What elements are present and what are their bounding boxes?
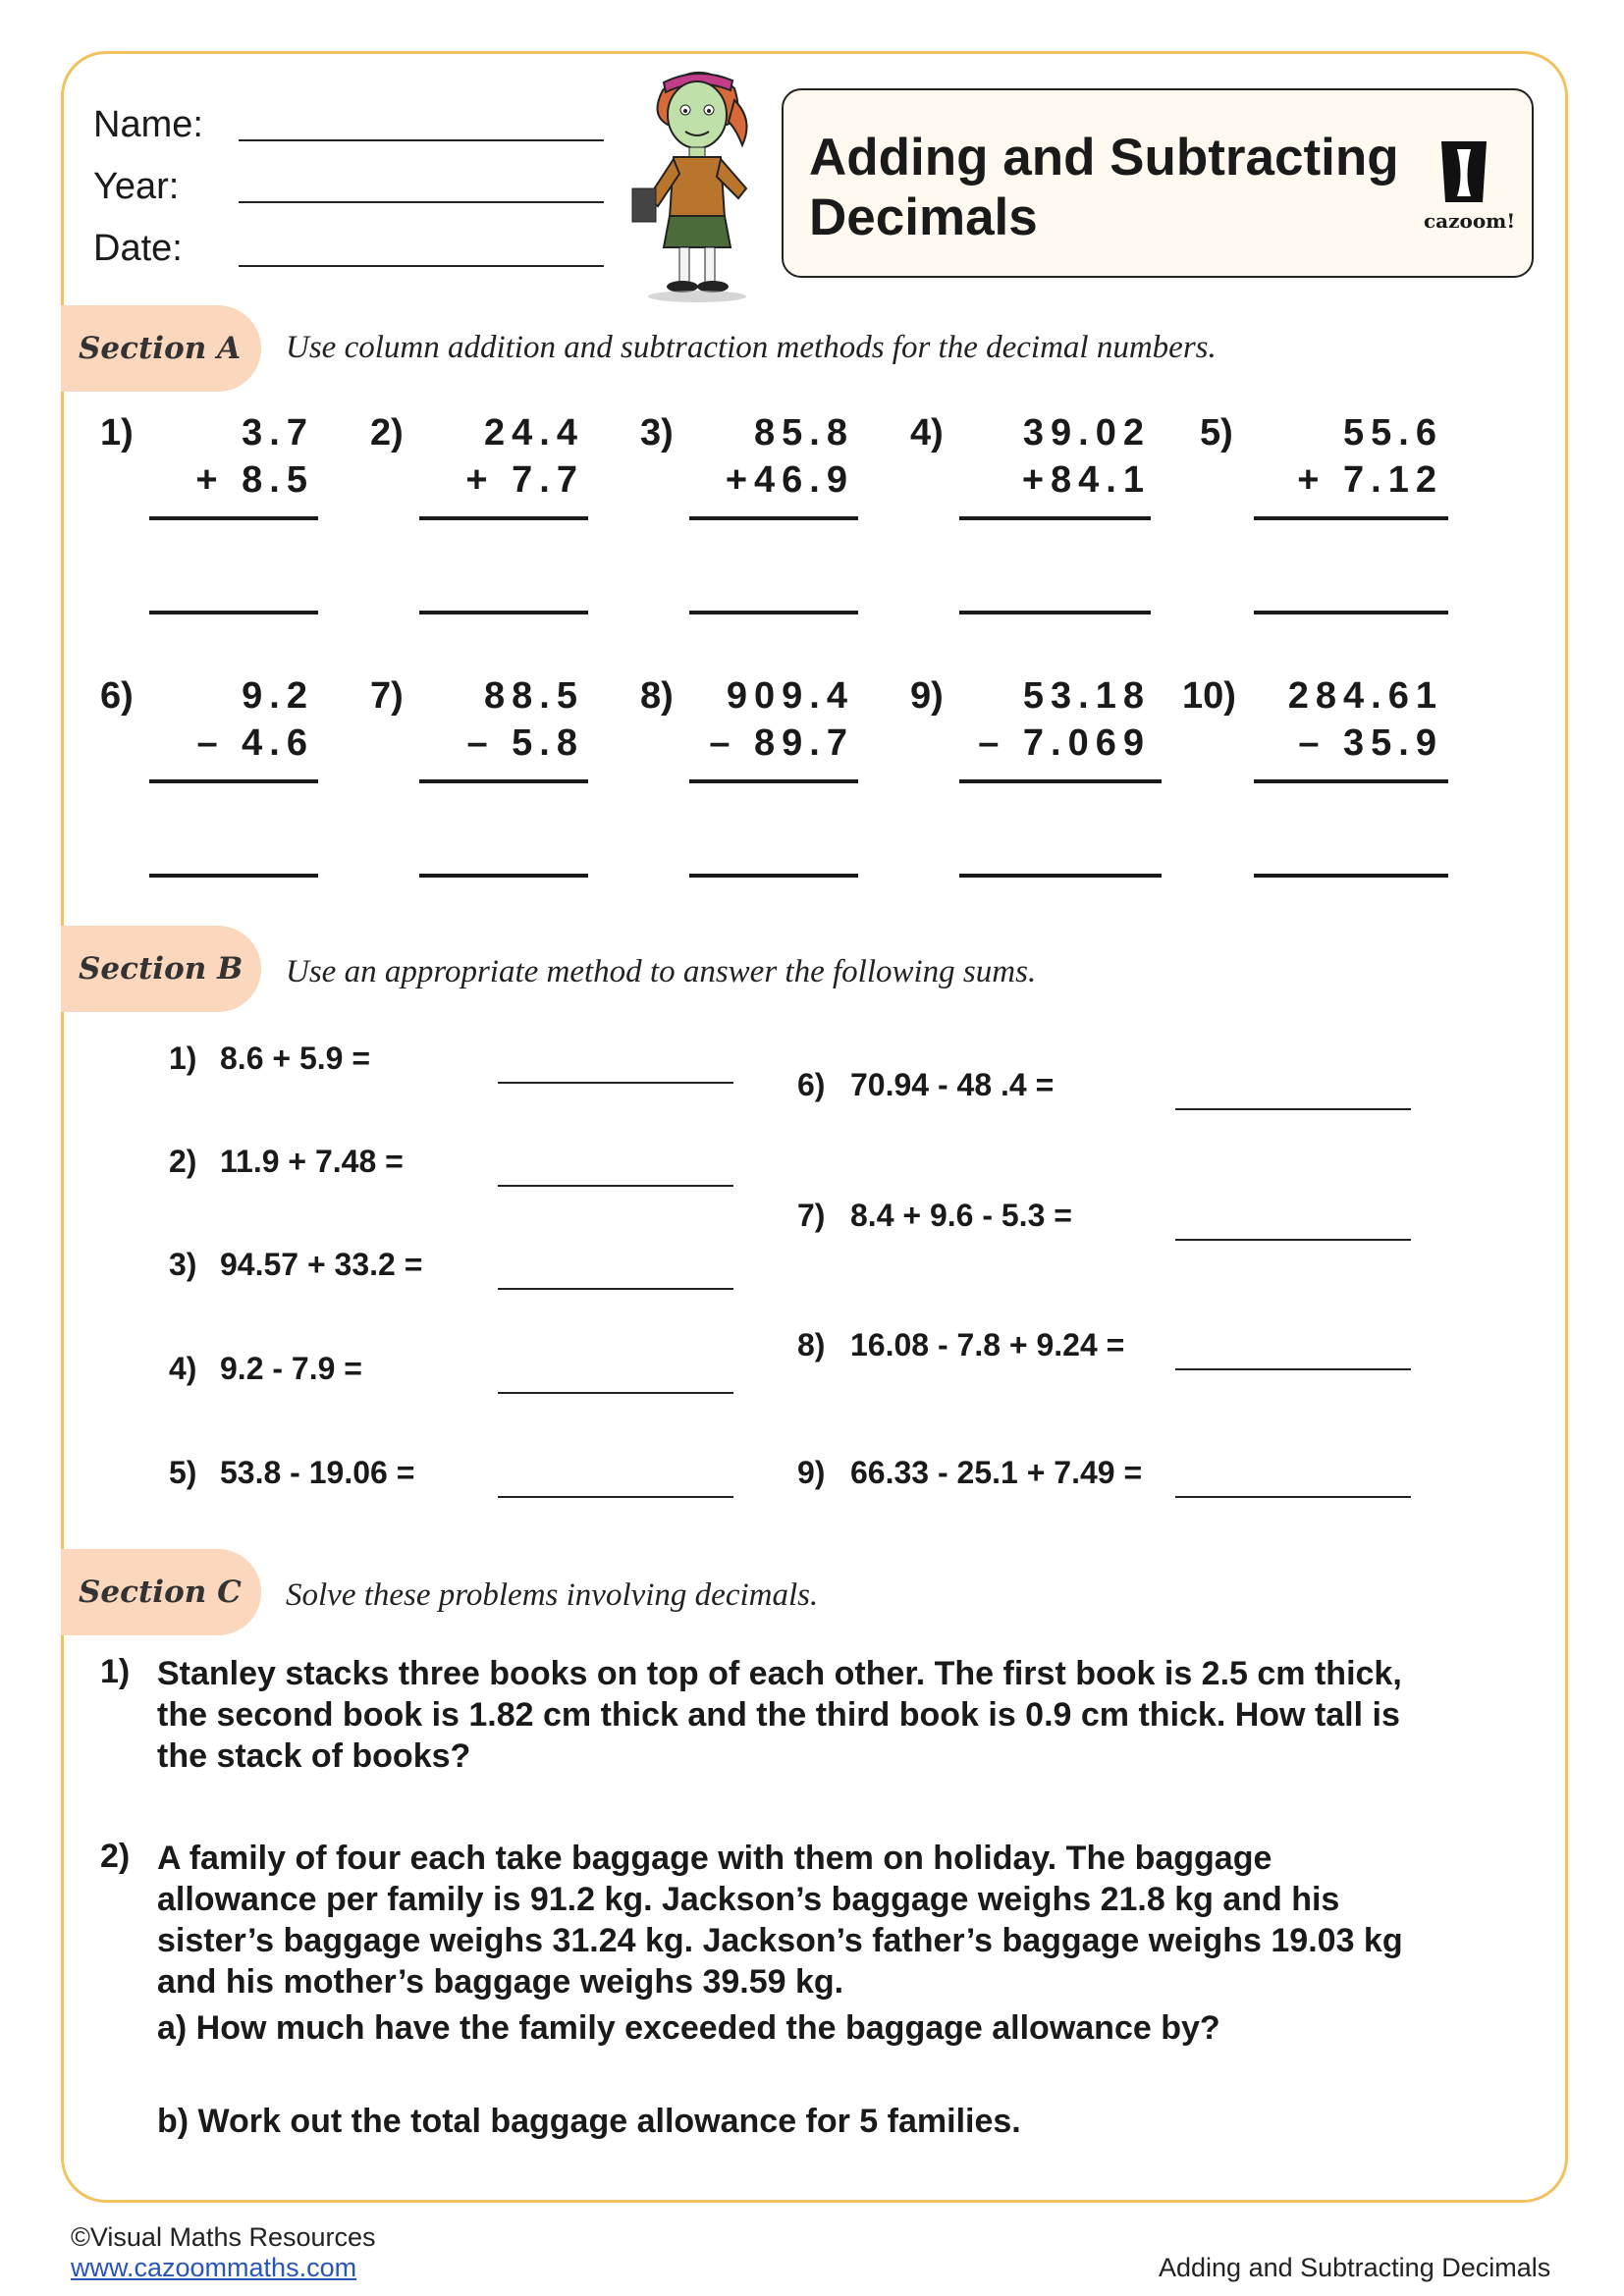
section-c-q2-text — [157, 1838, 1403, 2002]
sum-expression: 8.4 + 9.6 - 5.3 = — [850, 1198, 1072, 1233]
answer-line[interactable] — [149, 611, 318, 614]
title-box — [782, 88, 1534, 278]
name-line[interactable] — [239, 139, 604, 141]
sum-number: 9) — [797, 1455, 826, 1490]
section-a-label: Section A — [79, 331, 242, 366]
problem-bottom-number: – 5.8 — [466, 722, 584, 764]
problem-bottom-number: +84.1 — [1021, 459, 1151, 501]
sum-answer-line[interactable] — [1175, 1108, 1411, 1110]
section-b-instruction: Use an appropriate method to answer the following sums. — [286, 954, 1037, 989]
sum-number: 1) — [169, 1041, 197, 1076]
problem-rule-line — [1254, 516, 1448, 520]
problem-top-number: 909.4 — [726, 675, 854, 717]
worksheet-title — [809, 128, 1399, 247]
sum-number: 4) — [169, 1351, 197, 1386]
answer-line[interactable] — [959, 874, 1162, 878]
answer-line[interactable] — [959, 611, 1151, 614]
sum-answer-line[interactable] — [498, 1392, 733, 1394]
date-line[interactable] — [239, 265, 604, 267]
problem-rule-line — [419, 516, 588, 520]
problem-number: 8) — [640, 675, 674, 717]
problem-number: 9) — [910, 675, 944, 717]
answer-line[interactable] — [419, 874, 588, 878]
q2-line: A family of four each take baggage with them on holiday. The baggage — [157, 1840, 1272, 1877]
problem-top-number: 53.18 — [1022, 675, 1151, 717]
cazoom-logo-text: cazoom! — [1424, 209, 1516, 233]
sum-answer-line[interactable] — [498, 1185, 733, 1187]
sum-expression: 11.9 + 7.48 = — [220, 1144, 404, 1179]
problem-rule-line — [959, 516, 1151, 520]
problem-top-number: 3.7 — [242, 412, 314, 454]
problem-number: 6) — [100, 675, 134, 717]
year-line[interactable] — [239, 201, 604, 203]
problem-rule-line — [149, 779, 318, 783]
section-c-q2a: a) How much have the family exceeded the baggage allowance by? — [157, 2009, 1220, 2047]
cazoom-logo-icon — [1424, 137, 1504, 206]
sum-expression: 16.08 - 7.8 + 9.24 = — [850, 1327, 1125, 1362]
sum-answer-line[interactable] — [1175, 1368, 1411, 1370]
problem-rule-line — [689, 516, 858, 520]
section-c-q2-number: 2) — [100, 1838, 131, 1875]
section-c-q2b: b) Work out the total baggage allowance for 5 families. — [157, 2103, 1021, 2140]
sum-answer-line[interactable] — [1175, 1496, 1411, 1498]
answer-line[interactable] — [1254, 874, 1448, 878]
name-label: Name: — [93, 104, 203, 145]
problem-top-number: 85.8 — [754, 412, 854, 454]
q2-line: sister’s baggage weighs 31.24 kg. Jackson’s father’s baggage weighs 19.03 kg — [157, 1922, 1403, 1959]
q2-line: allowance per family is 91.2 kg. Jackson’s baggage weighs 21.8 kg and his — [157, 1881, 1340, 1918]
section-b-label: Section B — [79, 951, 244, 987]
sum-number: 5) — [169, 1455, 197, 1490]
section-c-instruction: Solve these problems involving decimals. — [286, 1577, 819, 1613]
problem-bottom-number: – 4.6 — [196, 722, 314, 764]
problem-bottom-number: +46.9 — [725, 459, 854, 501]
sum-expression: 94.57 + 33.2 = — [220, 1247, 423, 1282]
sum-number: 2) — [169, 1144, 197, 1179]
section-a-instruction: Use column addition and subtraction methods for the decimal numbers. — [286, 330, 1217, 365]
cartoon-girl-illustration — [628, 61, 766, 306]
problem-number: 2) — [370, 412, 404, 454]
answer-line[interactable] — [689, 874, 858, 878]
problem-number: 1) — [100, 412, 134, 454]
sum-number: 7) — [797, 1198, 826, 1233]
answer-line[interactable] — [419, 611, 588, 614]
sum-expression: 66.33 - 25.1 + 7.49 = — [850, 1455, 1143, 1490]
sum-expression: 8.6 + 5.9 = — [220, 1041, 371, 1076]
problem-top-number: 55.6 — [1343, 412, 1443, 454]
problem-number: 5) — [1200, 412, 1233, 454]
sum-number: 6) — [797, 1067, 826, 1102]
problem-number: 7) — [370, 675, 404, 717]
section-c-tab — [61, 1549, 261, 1635]
sum-answer-line[interactable] — [498, 1496, 733, 1498]
problem-bottom-number: – 89.7 — [709, 722, 854, 764]
q2-line: and his mother’s baggage weighs 39.59 kg. — [157, 1963, 844, 2001]
problem-bottom-number: + 7.12 — [1297, 459, 1443, 501]
problem-rule-line — [689, 779, 858, 783]
section-c-q1-text — [157, 1653, 1402, 1777]
answer-line[interactable] — [1254, 611, 1448, 614]
problem-rule-line — [419, 779, 588, 783]
section-c-q1-number: 1) — [100, 1653, 131, 1690]
title-line-2: Decimals — [809, 188, 1038, 246]
problem-rule-line — [149, 516, 318, 520]
q1-line: the second book is 1.82 cm thick and the third book is 0.9 cm thick. How tall is — [157, 1696, 1400, 1734]
q1-line: the stack of books? — [157, 1737, 471, 1775]
sum-expression: 53.8 - 19.06 = — [220, 1455, 415, 1490]
problem-number: 10) — [1182, 675, 1236, 717]
cazoom-logo — [1424, 137, 1516, 236]
date-label: Date: — [93, 228, 183, 269]
section-a-tab — [61, 305, 261, 392]
problem-top-number: 9.2 — [242, 675, 314, 717]
problem-top-number: 88.5 — [484, 675, 584, 717]
problem-bottom-number: + 8.5 — [195, 459, 314, 501]
problem-rule-line — [1254, 779, 1448, 783]
problem-top-number: 39.02 — [1022, 412, 1151, 454]
q1-line: Stanley stacks three books on top of each other. The first book is 2.5 cm thick, — [157, 1655, 1402, 1692]
sum-expression: 70.94 - 48 .4 = — [850, 1067, 1055, 1102]
answer-line[interactable] — [149, 874, 318, 878]
problem-number: 4) — [910, 412, 944, 454]
sum-answer-line[interactable] — [1175, 1239, 1411, 1241]
problem-bottom-number: + 7.7 — [465, 459, 584, 501]
section-c-label: Section C — [79, 1575, 242, 1610]
problem-number: 3) — [640, 412, 674, 454]
sum-expression: 9.2 - 7.9 = — [220, 1351, 362, 1386]
answer-line[interactable] — [689, 611, 858, 614]
sum-number: 3) — [169, 1247, 197, 1282]
title-line-1: Adding and Subtracting — [809, 129, 1399, 187]
problem-top-number: 284.61 — [1287, 675, 1443, 717]
footer-copyright: ©Visual Maths Resources — [71, 2222, 376, 2252]
problem-rule-line — [959, 779, 1162, 783]
sum-number: 8) — [797, 1327, 826, 1362]
footer-link[interactable]: www.cazoommaths.com — [71, 2253, 357, 2282]
sum-answer-line[interactable] — [498, 1288, 733, 1290]
sum-answer-line[interactable] — [498, 1082, 733, 1084]
problem-bottom-number: – 35.9 — [1298, 722, 1443, 764]
year-label: Year: — [93, 166, 180, 207]
section-b-tab — [61, 926, 261, 1012]
problem-top-number: 24.4 — [484, 412, 584, 454]
footer-title: Adding and Subtracting Decimals — [1159, 2253, 1551, 2282]
problem-bottom-number: – 7.069 — [978, 722, 1151, 764]
